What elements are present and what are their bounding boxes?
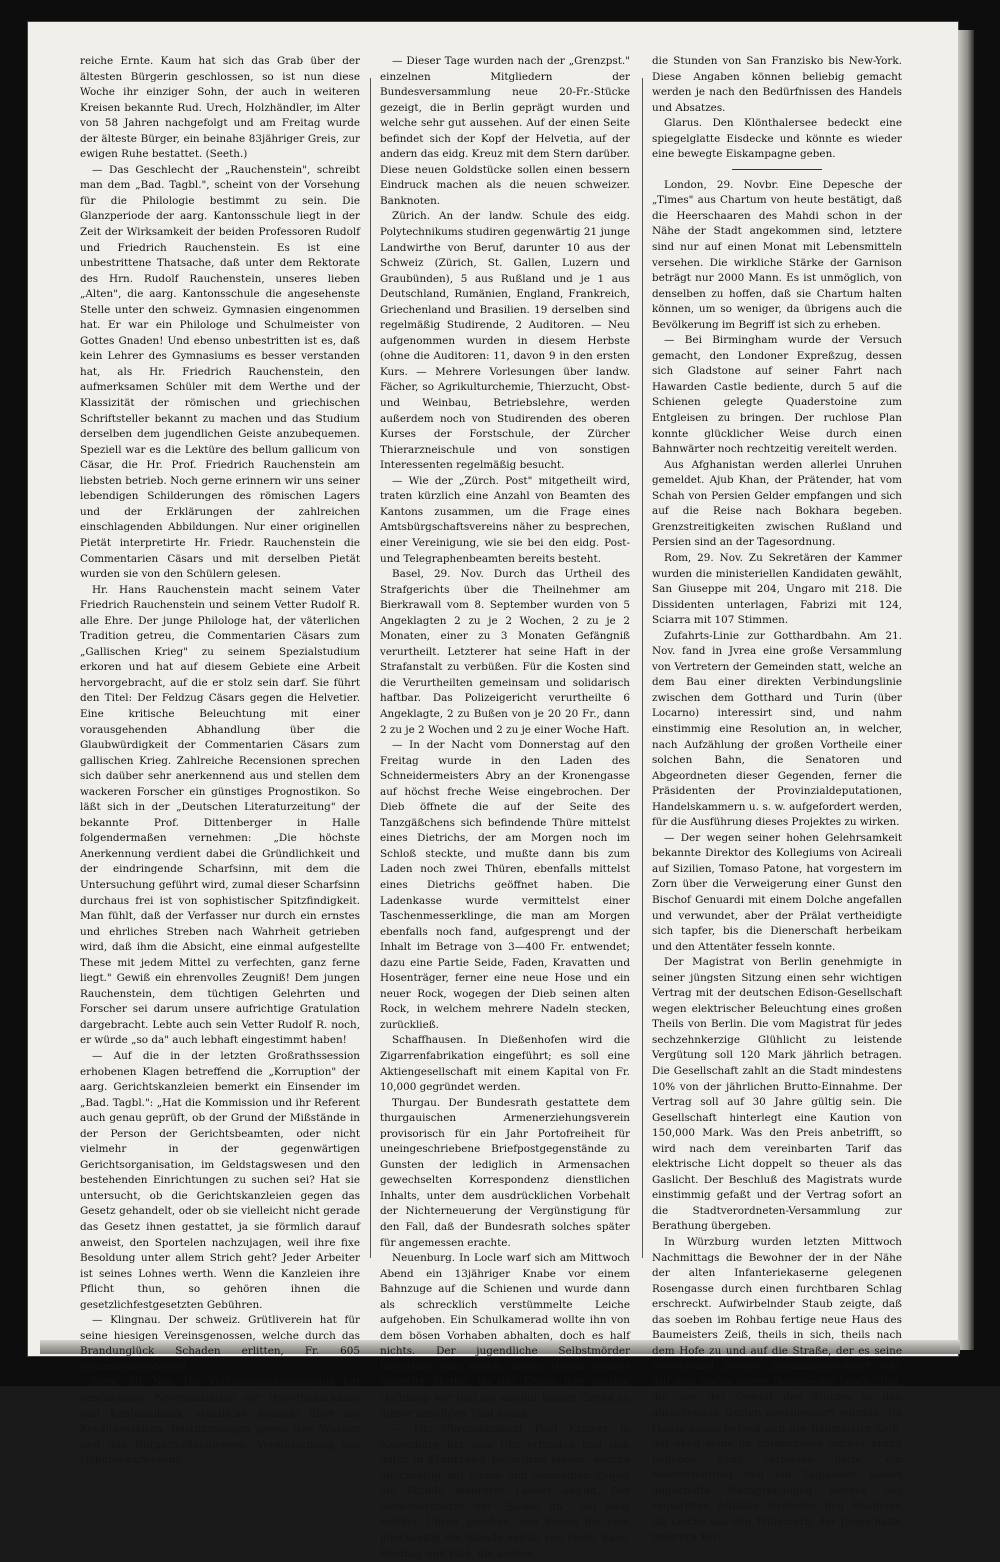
article-paragraph: — Das Geschlecht der „Rauchenstein", schreibt man dem „Bad. Tagbl.", scheint von der Vorsehung für die Philologie bestimmt zu sein. Die Glanzperiode der aarg. Kantonsschule liegt in der Zeit der Wirksamkeit der beiden Professoren Rudolf und Friedrich Rauchenstein. Es ist eine unbestrittene Thatsache, daß unter dem Rektorate des Hrn. Rudolf Rauchenstein, unseres lieben „Alten", die aarg. Kantonsschule die angesehenste Stelle unter den schweiz. Gymnasien eingenommen hat. Er war ein Philologe und Schulmeister von Gottes Gnaden! Und ebenso unbestritten ist es, daß kein Lehrer des Gymnasiums es besser verstanden hat, als Hr. Friedrich Rauchenstein, den aufmerksamen Schüler mit dem Werthe und der Klassizität der römischen und griechischen Schriftsteller bekannt zu machen und das Studium derselben dem jugendlichen Geiste anzubequemen. Speziell war es die Lektüre des bellum gallicum von Cäsar, die Hr. Prof. Friedrich Rauchenstein am liebsten betrieb. Noch gerne erinnern wir uns seiner lebendigen Schilderungen des römischen Lagers und der Erklärungen der zahlreichen einschlagenden Abbildungen. Nur einer originellen Pietät interpretirte Hr. Friedr. Rauchenstein die Commentarien Cäsars und mit derselben Pietät wurden sie von den Schülern gelesen.	[80, 163, 360, 581]
article-paragraph: die Stunden von San Franzisko bis New-York. Diese Angaben können beliebig gemacht werden je nach den Bedürfnissen des Handels und Absatzes.	[652, 55, 902, 114]
article-paragraph: Rom, 29. Nov. Zu Sekretären der Kammer wurden die ministeriellen Kandidaten gewählt, San Giuseppe mit 204, Ungaro mit 218. Die Dissidenten unterlagen, Fabrizi mit 124, Sciarra mit 107 Stimmen.	[652, 551, 902, 627]
article-paragraph: Aus Afghanistan werden allerlei Unruhen gemeldet. Ajub Khan, der Prätender, hat vom Schah von Persien Gelder empfangen und sich auf die Reise nach Bokhara begeben. Grenzstreitigkeiten zwischen Rußland und Persien sind an der Tagesordnung.	[652, 458, 902, 549]
article-paragraph: Zürich. An der landw. Schule des eidg. Polytechnikums studiren gegenwärtig 21 junge Landwirthe von Beruf, darunter 10 aus der Schweiz (Zürich, St. Gallen, Luzern und Graubünden), 5 aus Rußland und je 1 aus Deutschland, Rumänien, England, Frankreich, Griechenland und Brasilien. 19 derselben sind regelmäßig Studirende, 2 Auditoren. — Neu aufgenommen wurden in diesem Herbste (ohne die Auditoren: 11, davon 9 in den ersten Kurs. — Mehrere Vorlesungen über landw. Fächer, so Agrikulturchemie, Thierzucht, Obst- und Weinbau, Betriebslehre, werden außerdem noch von Studirenden des oberen Kurses der Forstschule, der Zürcher Thierarzneischule und von sonstigen Interessenten regelmäßig besucht.	[380, 210, 630, 472]
article-paragraph: — Auf die in der letzten Großrathssession erhobenen Klagen betreffend die „Korruption" der aarg. Gerichtskanzleien bemerkt ein Einsender im „Bad. Tagbl.": „Hat die Kommission und ihr Referent auch genau geprüft, ob der Grund der Mißstände in der Person der Gerichtsbeamten, oder nicht vielmehr in der gegenwärtigen Gerichtsorganisation, im Geldstagswesen und den bestehenden Einrichtungen zu suchen sei? Hat sie untersucht, ob die Gerichtskanzleien gegen das Gesetz gehandelt, oder ob sie vielleicht nicht gerade das Gesetz ihnen gestattet, ja sie förmlich darauf anweist, den Sportelen nachzujagen, weil ihre fixe Besoldung unter allem Strich geht? Jeder Arbeiter ist seines Lohnes werth. Wenn die Kanzleien ihre Pflicht thun, so gehören ihnen die gesetzlichfestgesetzten Gebühren.	[80, 1050, 360, 1311]
article-paragraph: — Bei Birmingham wurde der Versuch gemacht, den Londoner Expreßzug, dessen sich Gladstone auf seiner Fahrt nach Hawarden Castle bediente, durch 5 auf die Schienen gelegte Quaderstoine zum Entgleisen zu bringen. Der ruchlose Plan konnte glücklicher Weise durch einen Bahnwärter noch rechtzeitig vereitelt werden.	[652, 334, 902, 456]
article-paragraph: Zufahrts-Linie zur Gotthardbahn. Am 21. Nov. fand in Jvrea eine große Versammlung von Vertretern der Gemeinden statt, welche an dem Bau einer direkten Verbindungslinie zwischen dem Gotthard und Turin (über Locarno) interessirt sind, und nahm einstimmig eine Resolution an, in welcher, nach Aufzählung der großen Vortheile einer solchen Bahn, die Senatoren und Abgeordneten dieser Gegenden, ferner die Präsidenten der Provinzialdeputationen, Handelskammern u. s. w. aufgefordert werden, für die Ausführung dieses Projektes zu wirken.	[652, 629, 902, 829]
article-paragraph: Bern, 30. Nov. Die Verfassungskommission hat beschlossen: Neorganisation der Hypothekarkasse und Kantonalbank, staatliche Aufsicht über die Kreditanstalten, Bestimmungen gegen den Wucher und das Bürgschaftsunwesen, Vereinfachung des Hypothekarwesens.	[80, 1376, 360, 1467]
column-right	[652, 54, 902, 1544]
column-divider-left	[370, 78, 371, 1258]
page-edge-shadow	[958, 30, 974, 1350]
article-paragraph: — Klingnau. Der schweiz. Grütliverein hat für seine hiesigen Vereinsgenossen, welche durch das Brandunglück Schaden erlitten, Fr. 605 zusammengesteuert.	[80, 1314, 360, 1373]
article-paragraph: — Der wegen seiner hohen Gelehrsamkeit bekannte Direktor des Kollegiums von Acireali auf Sizilien, Tomaso Patone, hat vorgestern im Zorn über die Verweigerung einer Gunst den Bischof Genuardi mit einem Dolche angefallen und verwundet, aber der Prälat vertheidigte sich tapfer, bis die Dienerschaft herbeikam und den Attentäter fesseln konnte.	[652, 831, 902, 953]
article-paragraph: In Würzburg wurden letzten Mittwoch Nachmittags die Bewohner der in der Nähe der alten Infanteriekaserne gelegenen Rosengasse durch einen furchtbaren Schlag erschreckt. Aufwirbelnder Staub zeigte, daß das soeben im Rohbau fertige neue Haus des Baumeisters Zeiß, theils in sich, theils nach dem Hofe zu und auf die Straße, der es seine Seitenwand zuwies, zusammengestürzt war. Auf dem Dache waren Dachdecker beschäftigt, die von der Gewalt des Sturzes in den anstoßenden Garten geschleudert wurden. Im Hause selbst befand sich der Baumeister Zeiß, der eben seine im Vorderhause schwer krank liegende Frau verlassen hatte, ein Maurerlehrling und ein Taglöhner. Sofort angestellte Nachgrabungen seitens des requirirten Militärs förderten den Bauherrn als Leiche aus den Trümmern; der Junge hatte mehrere Ver-	[652, 1236, 902, 1544]
column-divider-right	[642, 78, 643, 1258]
article-paragraph: Neuenburg. In Locle warf sich am Mittwoch Abend ein 13jähriger Knabe vor einem Bahnzuge auf die Schienen und wurde dann als schrecklich verstümmelte Leiche aufgehoben. Ein Schulkamerad wollte ihn von dem bösen Vorhaben abhalten, doch es half nichts. Der jugendliche Selbstmörder hinterläßt eine durch diesen Vorfall schwer geprüfte Mutter, da der Knabe ihre einzige Hoffnung war und sie absolut keinen Grund zu dieser unseligen That kennt.	[380, 1252, 630, 1420]
article-paragraph: reiche Ernte. Kaum hat sich das Grab über der ältesten Bürgerin geschlossen, so ist nun diese Woche ihr einziger Sohn, der auch in weiteren Kreisen bekannte Rud. Urech, Holzhändler, im Alter von 58 Jahren nachgefolgt und am Freitag wurde der älteste Bürger, ein beinahe 83jähriger Greis, zur ewigen Ruhe bestattet. (Seeth.)	[80, 55, 360, 161]
article-paragraph: Basel, 29. Nov. Durch das Urtheil des Strafgerichts über die Theilnehmer am Bierkrawall vom 8. September wurden von 5 Angeklagten 2 zu je 2 Wochen, 2 zu je 2 Monaten, einer zu 3 Monaten Gefängniß verurtheilt. Letzterer hat seine Haft in der Strafanstalt zu verbüßen. Für die Kosten sind die Verurtheilten gemeinsam und solidarisch haftbar. Das Polizeigericht verurtheilte 6 Angeklagte, 2 zu Bußen von je 20 20 Fr., dann 2 zu je 2 Wochen und 2 zu je einer Woche Haft.	[380, 568, 630, 736]
article-paragraph: — Hr. Uhrenfabrikant Paul Kramer in Neuenburg hat eine Uhr erfunden und sich dafür in Frankreich patentiren lassen, welche gleichzeitig mit einem und demselben Zeiger die Stunde mehrerer Länder angibt. Der Berichterstatter der „Suisse lib." hat zwei solcher Uhren gesehen, von denen die eine gleichzeitig die Stunde angibt von Paris, Suez, Bombay und Hué, die andere	[380, 1423, 630, 1560]
article-paragraph: Schaffhausen. In Dießenhofen wird die Zigarrenfabrikation eingeführt; es soll eine Aktiengesellschaft mit einem Kapital von Fr. 10,000 gegründet werden.	[380, 1034, 630, 1094]
article-paragraph: Der Magistrat von Berlin genehmigte in seiner jüngsten Sitzung einen sehr wichtigen Vertrag mit der deutschen Edison-Gesellschaft wegen elektrischer Beleuchtung eines großen Theils von Berlin. Die vom Magistrat für jedes sechzehnkerzige Glühlicht zu leistende Vergütung soll 120 Mark jährlich betragen. Die Gesellschaft zahlt an die Stadt mindestens 10% von der jährlichen Brutto-Einnahme. Der Vertrag soll auf 30 Jahre gültig sein. Die Gesellschaft hinterlegt eine Kaution von 150,000 Mark. Was den Preis anbetrifft, so wird nach dem vereinbarten Tarif das elektrische Licht doppelt so theuer als das Gaslicht. Der Beschluß des Magistrats wurde einstimmig gefaßt und der Vertrag sofort an die Stadtverordneten-Versammlung zur Berathung übergeben.	[652, 956, 902, 1233]
article-paragraph: — Dieser Tage wurden nach der „Grenzpst." einzelnen Mitgliedern der Bundesversammlung neue 20-Fr.-Stücke gezeigt, die in Berlin geprägt wurden und welche sehr gut aussehen. Auf der einen Seite befindet sich der Kopf der Helvetia, auf der andern das eidg. Kreuz mit dem Stern darüber. Diese neuen Goldstücke sollen einen bessern Eindruck machen als die neuen schweizer. Banknoten.	[380, 55, 630, 207]
column-left	[80, 54, 360, 1467]
article-paragraph: — Wie der „Zürch. Post" mitgetheilt wird, traten kürzlich eine Anzahl von Beamten des Kantons zusammen, um die Frage eines Amtsbürgschaftsvereins näher zu besprechen, einer Vereinigung, wie sie bei den eidg. Post- und Telegraphenbeamten bereits besteht.	[380, 474, 630, 565]
article-paragraph: Hr. Hans Rauchenstein macht seinem Vater Friedrich Rauchenstein und seinem Vetter Rudolf R. alle Ehre. Der junge Philologe hat, der väterlichen Tradition getreu, die Commentarien Cäsars zum „Gallischen Krieg" zu seinem Spezialstudium erkoren und hat auf diesem Gebiete eine Arbeit hervorgebracht, auf die er stolz sein darf. Sie führt den Titel: Der Feldzug Cäsars gegen die Helvetier. Eine kritische Beleuchtung mit einer vorausgehenden Abhandlung über die Glaubwürdigkeit der Commentarien Cäsars zum gallischen Krieg. Zahlreiche Recensionen sprechen sich daüber sehr anerkennend aus und stellen dem wackeren Forscher ein günstiges Prognostikon. So läßt sich in der „Deutschen Literaturzeitung" der bekannte Prof. Dittenberger in Halle folgendermaßen vernehmen: „Die höchste Anerkennung verdient dabei die Gründlichkeit und der eindringende Scharfsinn, mit dem die Untersuchung geführt wird, zumal dieser Scharfsinn durchaus frei ist von sophistischer Spitzfindigkeit. Man fühlt, daß der Verfasser nur durch ein ernstes und ehrliches Streben nach Wahrheit getrieben wird, daß ihm die Absicht, eine einmal aufgestellte These mit jedem Mittel zu verfechten, ganz ferne liegt." Gewiß ein ehrenvolles Zeugniß! Dem jungen Rauchenstein, dem tüchtigen Gelehrten und Forscher sei darum unsere aufrichtige Gratulation dargebracht. Lebte auch sein Vetter Rudolf R. noch, er würde „so da" auch lebhaft eingestimmt haben!	[80, 583, 360, 1047]
column-middle	[380, 54, 630, 1560]
section-separator	[732, 169, 822, 170]
article-paragraph: Glarus. Den Klönthalersee bedeckt eine spiegelglatte Eisdecke und könnte es wieder eine bewegte Eiskampagne geben.	[652, 117, 902, 161]
article-paragraph: London, 29. Novbr. Eine Depesche der „Times" aus Chartum von heute bestätigt, daß die Heerschaaren des Mahdi schon in der Nähe der Stadt angekommen sind, letztere sind nur auf einen Monat mit Lebensmitteln versehen. Die wirkliche Stärke der Garnison beträgt nur 2000 Mann. Es ist unmöglich, von denselben zu hoffen, daß sie Chartum halten können, um so weniger, da übrigens auch die Bevölkerung im Begriff ist sich zu erheben.	[652, 178, 902, 331]
article-paragraph: — In der Nacht vom Donnerstag auf den Freitag wurde in den Laden des Schneidermeisters Abry an der Kronengasse auf höchst freche Weise eingebrochen. Der Dieb öffnete die auf der Seite des Tanzgäßchens sich befindende Thüre mittelst eines Dietrichs, der am Morgen noch im Schloß steckte, und mußte dann bis zum Laden noch zwei Thüren, ebenfalls mittelst eines Dietrichs geöffnet haben. Die Ladenkasse wurde vermittelst einer Taschenmesserklinge, die man am Morgen ebenfalls noch fand, aufgesprengt und der Inhalt im Betrage von 3—400 Fr. entwendet; dazu eine Partie Seide, Faden, Kravatten und Hosenträger, ferner eine neue Hose und ein neuer Rock, wogegen der Dieb seinen alten Rock, in welchem mehrere Nadeln stecken, zurückließ.	[380, 739, 630, 1031]
article-paragraph: Thurgau. Der Bundesrath gestattete dem thurgauischen Armenerziehungsverein provisorisch für ein Jahr Portofreiheit für uneingeschriebene Briefpostgegenstände zu Gunsten der lediglich in Armensachen gewechselten Korrespondenz dienstlichen Inhalts, unter dem ausdrücklichen Vorbehalt der Nichterneuerung der Vergünstigung für den Fall, daß der Bundesrath solches später für angemessen erachte.	[380, 1096, 630, 1249]
